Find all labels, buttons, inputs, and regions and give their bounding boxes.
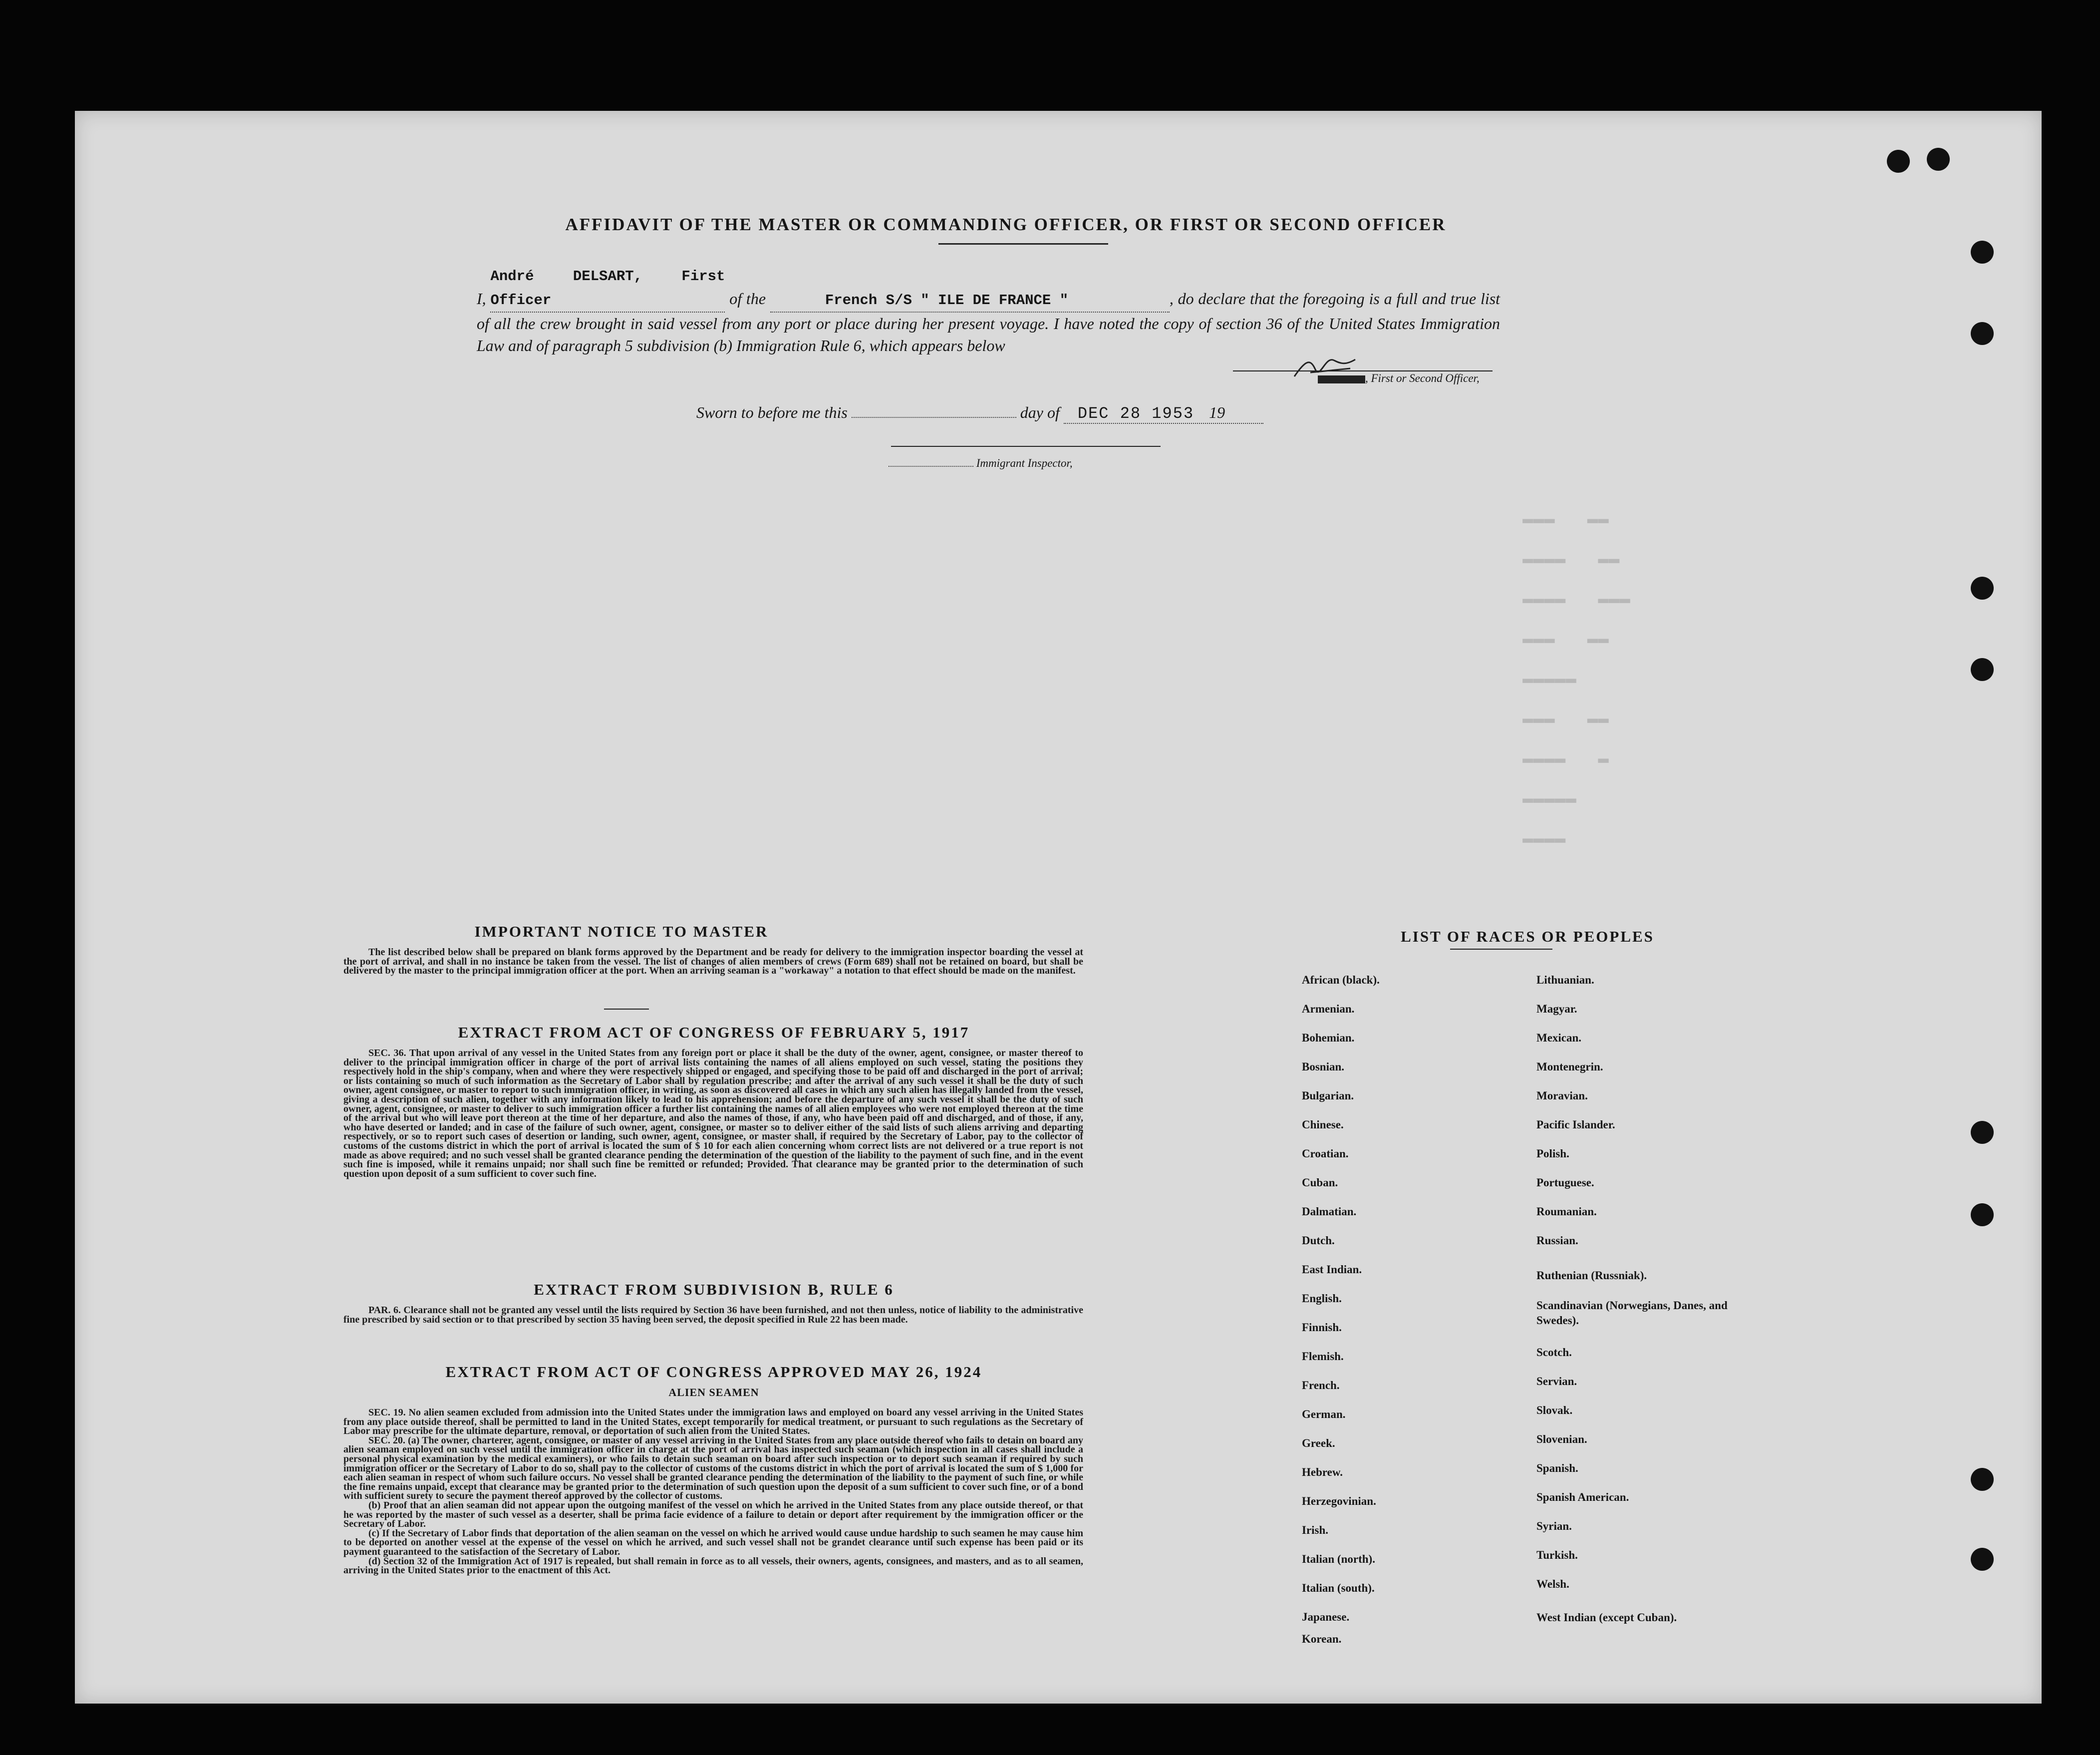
race-left-item: Italian (south).: [1302, 1582, 1375, 1594]
binder-hole-icon: [1971, 322, 1994, 345]
extract-1917-title: EXTRACT FROM ACT OF CONGRESS OF FEBRUARY 5, 1917: [458, 1024, 970, 1041]
race-left-item: Flemish.: [1302, 1350, 1344, 1363]
extract-rule6-title: EXTRACT FROM SUBDIVISION B, RULE 6: [534, 1281, 894, 1298]
extract-1924-subtitle: ALIEN SEAMEN: [668, 1386, 759, 1399]
race-right-item: Lithuanian.: [1536, 974, 1594, 986]
race-right-item: Portuguese.: [1536, 1176, 1594, 1189]
extract-1917-text: SEC. 36. That upon arrival of any vessel in the United States from any foreign port or place it shall be the duty of the owner, agent, consignee, or master thereof to deliver to the principal immigration officer in charge of the port of arrival lists containing the names of all aliens employed on such vessel, stating the positions they respectively hold in the ship's company, when and where they were respectively shipped or engaged, and specifying those to be paid off and discharged in the port of arrival; or lists containing so much of such information as the Secretary of Labor shall by regulation prescribe; and after the arrival of any such vessel it shall be the duty of such owner, agent consignee, or master to report to such immigration officer, in writing, as soon as discovered all cases in which any such alien has illegally landed from the vessel, giving a description of such alien, together with any information likely to lead to his apprehension; and before the departure of any such vessel it shall be the duty of such owner, agent, consignee, or master to deliver to such immigration officer a further list containing the names of all alien employees who were not employed thereon at the time of the arrival but who will leave port thereon at the time of her departure, and also the names of those, if any, who have been paid off and discharged, and of those, if any, who have deserted or landed; and in case of the failure of such owner, agent, consignee, or master so to deliver either of the said lists of such aliens arriving and departing respectively, or so to report such cases of desertion or landing, such owner, agent, consignee, or master shall, if required by the Secretary of Labor, pay to the collector of customs of the customs district in which the port of arrival is located the sum of $ 10 for each alien concerning whom correct lists are not delivered or a true report is not made as above required; and no such vessel shall be granted clearance pending the determination of the question of the liability to the payment of such fine, and in the event such fine is imposed, while it remains unpaid; nor shall such fine be remitted or refunded; Provided. That clearance may be granted prior to the determination of such question upon deposit of a sum sufficient to cover such fine.: [343, 1048, 1083, 1179]
race-left-item: Korean.: [1302, 1633, 1342, 1645]
race-left-item: Bohemian.: [1302, 1032, 1355, 1044]
affidavit-title: AFFIDAVIT OF THE MASTER OR COMMANDING OFFICER, OR FIRST OR SECOND OFFICER: [565, 215, 1447, 234]
declaration-paragraph: [477, 264, 1500, 356]
race-left-item: Cuban.: [1302, 1176, 1338, 1189]
race-right-item: Roumanian.: [1536, 1205, 1597, 1218]
race-right-item: Pacific Islander.: [1536, 1118, 1615, 1131]
race-left-item: French.: [1302, 1379, 1340, 1392]
extract-1924-title: EXTRACT FROM ACT OF CONGRESS APPROVED MAY 26, 1924: [445, 1363, 982, 1381]
race-right-item: Turkish.: [1536, 1549, 1578, 1561]
race-left-item: Armenian.: [1302, 1003, 1355, 1015]
race-right-item: Mexican.: [1536, 1032, 1582, 1044]
race-right-item: Syrian.: [1536, 1520, 1572, 1532]
declaration-statement: that the foregoing is a full and true list of all the crew brought in said vessel from any port or place during her present voyage. I have noted the copy of section 36 of the United States Immigration Law and of paragraph 5 subdivision (b) Immigration Rule 6, which appears below: [477, 290, 1500, 354]
race-left-item: Dalmatian.: [1302, 1205, 1357, 1218]
vessel-name-field: French S/S " ILE DE FRANCE ": [825, 292, 1069, 309]
race-right-item: Scotch.: [1536, 1346, 1572, 1359]
race-right-item: Montenegrin.: [1536, 1060, 1603, 1073]
race-right-item: Servian.: [1536, 1375, 1577, 1388]
notice-title: IMPORTANT NOTICE TO MASTER: [474, 923, 769, 940]
bleed-through-text: ▬▬▬ ▬▬ ▬▬▬▬ ▬▬ ▬▬▬▬ ▬▬▬ ▬▬▬ ▬▬ ▬▬▬▬▬ ▬▬▬ ▬▬ ▬▬▬▬ ▬ ▬▬▬▬▬ ▬▬▬▬: [1522, 509, 1631, 849]
day-of-text: day of: [1020, 403, 1060, 421]
race-right-item: Magyar.: [1536, 1003, 1577, 1015]
binder-hole-icon: [1971, 1548, 1994, 1571]
race-left-item: Dutch.: [1302, 1234, 1335, 1247]
races-title-underline: [1450, 949, 1552, 950]
race-right-item: West Indian (except Cuban).: [1536, 1611, 1677, 1624]
race-right-item: Ruthenian (Russniak).: [1536, 1269, 1647, 1282]
binder-hole-icon: [1971, 1468, 1994, 1491]
race-left-item: German.: [1302, 1408, 1346, 1420]
race-left-item: Hebrew.: [1302, 1466, 1343, 1478]
officer-name-field: André DELSART, First Officer: [490, 268, 725, 309]
do-declare-text: , do declare: [1169, 290, 1246, 308]
race-left-item: Herzegovinian.: [1302, 1495, 1376, 1507]
race-left-item: English.: [1302, 1292, 1342, 1305]
inspector-caption-row: [889, 457, 1073, 470]
race-right-item: Spanish.: [1536, 1462, 1578, 1474]
declaration-pronoun: I,: [477, 290, 486, 308]
binder-hole-icon: [1971, 577, 1994, 600]
binder-hole-icon: [1927, 148, 1950, 171]
date-stamp: DEC 28 1953: [1077, 404, 1195, 423]
binder-hole-icon: [1971, 241, 1994, 264]
race-left-item: Bosnian.: [1302, 1060, 1345, 1073]
race-right-item: Scandinavian (Norwegians, Danes, and Swedes).: [1536, 1299, 1728, 1327]
title-underline: [938, 243, 1108, 245]
notice-text: The list described below shall be prepared on blank forms approved by the Department and be ready for delivery to the immigration inspector boarding the vessel at the port of arrival, and shall in no instance be taken from the vessel. The list of changes of alien members of crews (Form 689) shall not be retained on board, but shall be delivered by the master to the principal immigration officer at the port. When an arriving seaman is a "workaway" a notation to that effect should be made on the manifest.: [343, 947, 1083, 977]
race-right-item: Welsh.: [1536, 1578, 1569, 1590]
race-right-item: Polish.: [1536, 1147, 1569, 1160]
signature-line: [1233, 370, 1493, 371]
race-left-item: African (black).: [1302, 974, 1380, 986]
race-left-item: Italian (north).: [1302, 1553, 1375, 1565]
notice-divider: [604, 1009, 649, 1010]
race-left-item: Croatian.: [1302, 1147, 1349, 1160]
binder-hole-icon: [1971, 1203, 1994, 1226]
sworn-prefix: Sworn to before me this: [696, 403, 848, 421]
extract-rule6-text: PAR. 6. Clearance shall not be granted any vessel until the lists required by Section 36 have been furnished, and not then unless, notice of liability to the administrative fine prescribed by said section or to that prescribed by section 35 having been served, the deposit specified in Rule 22 has been made.: [343, 1305, 1083, 1325]
race-right-item: Spanish American.: [1536, 1491, 1629, 1503]
race-left-item: Finnish.: [1302, 1321, 1342, 1334]
of-the-text: of the: [729, 290, 766, 308]
race-left-item: Chinese.: [1302, 1118, 1344, 1131]
race-right-item: Slovak.: [1536, 1404, 1573, 1416]
race-left-item: Bulgarian.: [1302, 1089, 1354, 1102]
races-title: LIST OF RACES OR PEOPLES: [1401, 928, 1654, 945]
signature-caption: , First or Second Officer,: [1318, 372, 1480, 385]
affidavit-section: [539, 215, 1473, 235]
year-prefix: 19: [1209, 403, 1225, 421]
extract-1924-text: SEC. 19. No alien seamen excluded from admission into the United States under the immigration laws and employed on board any vessel arriving in the United States from any place outside thereof, shall be permitted to land in the United States, except temporarily for medical treatment, or pursuant to such regulations as the Secretary of Labor may prescribe for the ultimate departure, removal, or deportation of such alien from the United States. SEC. 20. (a) The owner, charterer, agent, consignee, or master of any vessel arriving in the United States from any place outside thereof who fails to detain on board any alien seaman employed on such vessel until the immigration officer in charge at the port of arrival has inspected such seaman (which inspection in all cases shall include a personal physical examination by the medical examiners), or who fails to detain such seaman on board after such inspection or to deport such seaman if required by such immigration officer or the Secretary of Labor to do so, shall pay to the collector of customs of the customs district in which the port of arrival is located the sum of $ 1,000 for each alien seaman in respect of whom such failure occurs. No vessel shall be granted clearance pending the determination of the liability to the payment of such fine, or while the fine remains unpaid, except that clearance may be granted prior to the determination of such question upon the deposit of a sum sufficient to cover such fine, or of a bond with sufficient surety to secure the payment thereof approved by the collector of customs. (b) Proof that an alien seaman did not appear upon the outgoing manifest of the vessel on which he arrived in the United States from any place outside thereof, or that he was reported by the master of such vessel as a deserter, shall be prima facie evidence of a failure to detain or deport after requirement by the immigration officer or the Secretary of Labor. (c) If the Secretary of Labor finds that deportation of the alien seaman on the vessel on which he arrived would cause undue hardship to such seamen he may cause him to be deported on another vessel at the expense of the vessel on which he arrived, and such vessel shall not be grandet clearance until such expense has been paid or its payment guaranteed to the satisfaction of the Secretary of Labor. (d) Section 32 of the Immigration Act of 1917 is repealed, but shall remain in force as to all vessels, their owners, agents, consignees, and masters, and as to all seamen, arriving in the United States prior to the enactment of this Act.: [343, 1407, 1083, 1576]
race-right-item: Moravian.: [1536, 1089, 1588, 1102]
race-left-item: Irish.: [1302, 1524, 1329, 1536]
inspector-caption: Immigrant Inspector,: [976, 457, 1073, 469]
sworn-line: [696, 403, 1263, 424]
binder-hole-icon: [1887, 150, 1910, 173]
inspector-signature-line: [891, 446, 1161, 447]
race-left-item: Japanese.: [1302, 1611, 1350, 1623]
race-right-item: Russian.: [1536, 1234, 1578, 1247]
race-left-item: Greek.: [1302, 1437, 1335, 1449]
race-left-item: East Indian.: [1302, 1263, 1362, 1276]
binder-hole-icon: [1971, 658, 1994, 681]
binder-hole-icon: [1971, 1121, 1994, 1144]
race-right-item: Slovenian.: [1536, 1433, 1587, 1445]
